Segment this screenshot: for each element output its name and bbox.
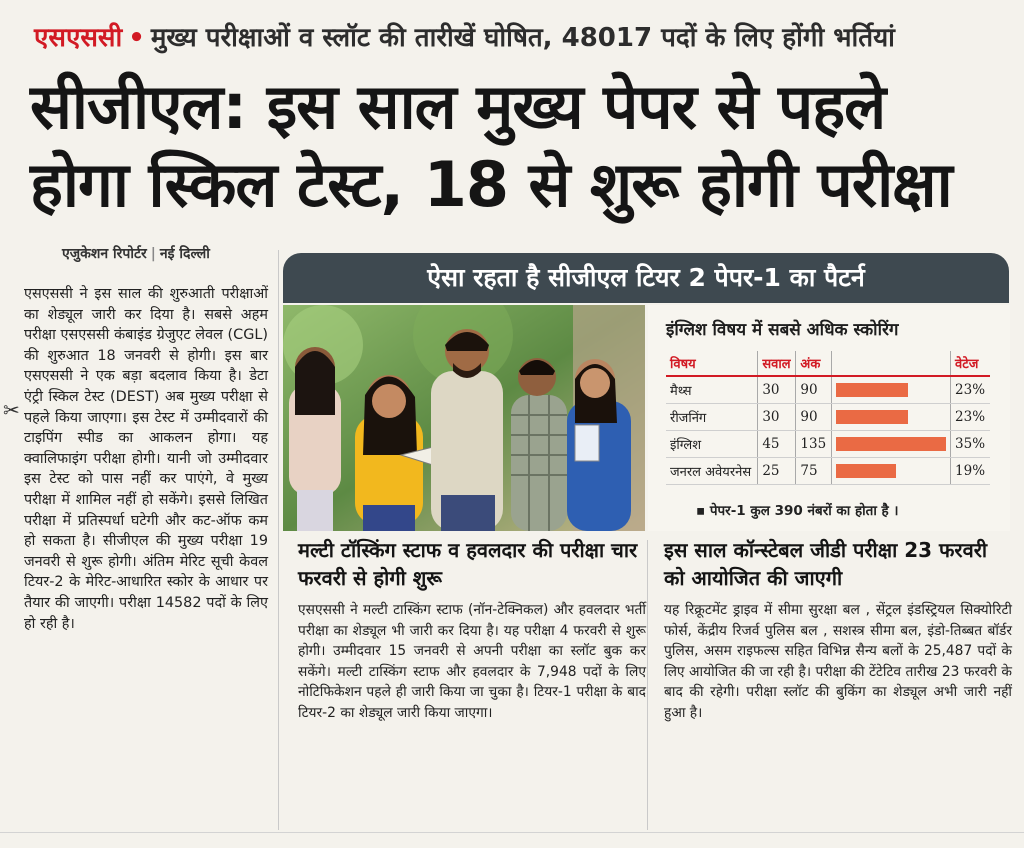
questions-cell: 25: [758, 458, 796, 485]
subject-cell: जनरल अवेयरनेस: [666, 458, 758, 485]
kicker-line: [34, 18, 1014, 58]
byline: [62, 244, 210, 263]
main-story-body: [24, 284, 268, 634]
weightage-bar: [836, 383, 908, 397]
headline-line-2: होगा स्किल टेस्ट, 18 से शुरू होगी परीक्षा: [30, 148, 952, 221]
header-weightage: वेटेज: [951, 351, 990, 376]
weightage-bar: [836, 464, 896, 478]
scissor-icon: ✂: [3, 398, 20, 422]
table-title: इंग्लिश विषय में सबसे अधिक स्कोरिंग: [666, 320, 899, 340]
gd-story-heading: इस साल कॉन्स्टेबल जीडी परीक्षा 23 फरवरी को आयोजित की जाएगी: [664, 538, 988, 590]
column-divider: [278, 250, 279, 830]
bar-cell: [832, 431, 951, 458]
main-story-paragraph: एसएससी ने इस साल की शुरुआती परीक्षाओं का शेड्यूल जारी कर दिया है। सबसे अहम परीक्षा एसएससी कंबाइंड ग्रेजुएट लेवल (CGL) की शुरुआत 18 जनवरी से होगी। इस बार एसएससी ने एक बड़ा बदलाव किया है। डेटा एंट्री स्किल टेस्ट (DEST) अब मुख्य परीक्षा से पहले किया जाएगा। इस टेस्ट में उम्मीदवारों की टाइपिंग स्पीड का आकलन होगा। यह क्वालिफाइंग परीक्षा होगी। यानी जो उम्मीदवार इस टेस्ट को पास नहीं कर पाएंगे, वे मुख्य परीक्षा में शामिल नहीं हो सकेंगे। इससे लिखित परीक्षा में प्रतिस्पर्धा घटेगी और कट-ऑफ कम हो सकता है। सीजीएल की मुख्य परीक्षा 19 जनवरी से शुरू होगी। अंतिम मेरिट सूची केवल टियर-2 के मेरिट-आधारित स्कोर के आधार पर तैयार की जाएगी। परीक्षा 14582 पदों के लिए हो रही है।: [24, 286, 268, 632]
marks-cell: 135: [796, 431, 832, 458]
bar-cell: [832, 458, 951, 485]
questions-cell: 30: [758, 404, 796, 431]
table-header-row: [666, 351, 990, 376]
byline-reporter: एजुकेशन रिपोर्टर: [62, 246, 147, 262]
bottom-rule: [0, 832, 1024, 833]
marks-cell: 90: [796, 376, 832, 404]
mts-story-body: एसएससी ने मल्टी टास्किंग स्टाफ (नॉन-टेक्निकल) और हवलदार भर्ती परीक्षा का शेड्यूल भी जारी कर दिया है। यह परीक्षा 4 फरवरी से शुरू होगी। उम्मीदवार 15 जनवरी से अपनी परीक्षा का स्लॉट बुक कर सकेंगे। मल्टी टास्किंग स्टाफ और हवलदार के 7,948 पदों के लिए नोटिफिकेशन पहले ही जारी किया जा चुका है। टियर-1 परीक्षा के बाद टियर-2 का शेड्यूल जारी किया जाएगा।: [298, 602, 646, 721]
mts-story-heading: मल्टी टॉस्किंग स्टाफ व हवलदार की परीक्षा चार फरवरी से होगी शुरू: [298, 538, 638, 590]
subject-cell: इंग्लिश: [666, 431, 758, 458]
weightage-cell: 23%: [951, 376, 990, 404]
section-tag: एसएससी: [34, 23, 123, 53]
subject-cell: मैथ्स: [666, 376, 758, 404]
questions-cell: 45: [758, 431, 796, 458]
header-bar: [832, 351, 951, 376]
gd-story-body: यह रिक्रूटमेंट ड्राइव में सीमा सुरक्षा बल , सेंट्रल इंडस्ट्रियल सिक्योरिटी फोर्स, केंद्रीय रिजर्व पुलिस बल , सशस्त्र सीमा बल, इंडो-तिब्बत बॉर्डर पुलिस, असम राइफल्स सहित विभिन्न सैन्य बलों के 25,487 पदों के लिए आयोजित की जा रही है। परीक्षा की टेंटेटिव तारीख 23 फरवरी के बाद की रहेगी। परीक्षा स्लॉट की बुकिंग का शेड्यूल अभी जारी नहीं हुआ है।: [664, 602, 1012, 721]
bar-cell: [832, 404, 951, 431]
pattern-banner: ऐसा रहता है सीजीएल टियर 2 पेपर-1 का पैटर्न: [283, 253, 1009, 303]
weightage-cell: 23%: [951, 404, 990, 431]
weightage-bar: [836, 437, 946, 451]
table-row: [666, 431, 990, 458]
column-divider: [647, 540, 648, 830]
table-row: [666, 404, 990, 431]
gd-story: [664, 536, 1012, 724]
students-photo: [283, 305, 645, 531]
total-marks-note: ▪ पेपर-1 कुल 390 नंबरों का होता है ।: [696, 503, 899, 519]
table-row: [666, 458, 990, 485]
weightage-cell: 19%: [951, 458, 990, 485]
headline: [30, 68, 1010, 224]
weightage-cell: 35%: [951, 431, 990, 458]
header-marks: अंक: [796, 351, 832, 376]
byline-place: नई दिल्ली: [159, 246, 210, 262]
weightage-bar: [836, 410, 908, 424]
marks-cell: 90: [796, 404, 832, 431]
subject-table-panel: [648, 305, 1010, 531]
subject-cell: रीजनिंग: [666, 404, 758, 431]
header-questions: सवाल: [758, 351, 796, 376]
bar-cell: [832, 376, 951, 404]
students-illustration: [283, 305, 645, 531]
kicker-text: मुख्य परीक्षाओं व स्लॉट की तारीखें घोषित, 48017 पदों के लिए होंगी भर्तियां: [150, 23, 895, 53]
header-subject: विषय: [666, 351, 758, 376]
table-row: [666, 376, 990, 404]
mts-story: [298, 536, 646, 724]
questions-cell: 30: [758, 376, 796, 404]
subject-table: [666, 351, 990, 485]
byline-separator: |: [150, 246, 156, 262]
headline-line-1: सीजीएल: इस साल मुख्य पेपर से पहले: [30, 70, 886, 143]
bullet-icon: •: [128, 23, 145, 53]
marks-cell: 75: [796, 458, 832, 485]
